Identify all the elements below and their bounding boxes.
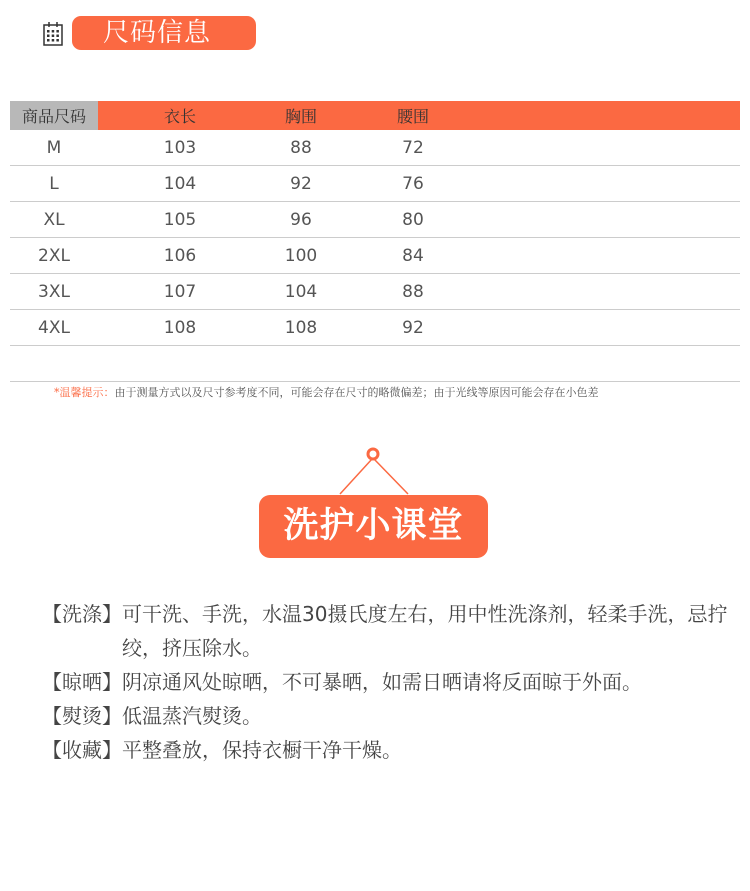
care-tag: 【晾晒】 [42, 670, 122, 694]
care-text: 平整叠放，保持衣橱干净干燥。 [122, 738, 402, 762]
care-section-title: 洗护小课堂 [259, 495, 488, 558]
care-instructions [42, 597, 742, 767]
table-cell: 72 [340, 130, 486, 166]
table-row [10, 166, 740, 202]
table-cell: L [10, 166, 98, 202]
care-text: 阴凉通风处晾晒，不可暴晒，如需日晒请将反面晾于外面。 [122, 670, 642, 694]
table-cell: 76 [340, 166, 486, 202]
table-cell: XL [10, 202, 98, 238]
care-text: 低温蒸汽熨烫。 [122, 704, 262, 728]
table-cell: 106 [98, 238, 262, 274]
care-item-storage [42, 733, 742, 767]
calendar-icon [43, 22, 63, 46]
size-tip [54, 384, 599, 400]
table-cell: 88 [262, 130, 340, 166]
divider [10, 381, 740, 382]
tip-text: 由于测量方式以及尺寸参考度不同，可能会存在尺寸的略微偏差；由于光线等原因可能会存在小色差 [114, 386, 599, 399]
table-cell: 103 [98, 130, 262, 166]
table-cell: 104 [262, 274, 340, 310]
hanger-icon [330, 446, 420, 498]
table-row [10, 238, 740, 274]
table-row [10, 274, 740, 310]
table-cell-filler [486, 310, 740, 346]
table-row [10, 202, 740, 238]
care-item-ironing [42, 699, 742, 733]
size-table-header-row [10, 101, 740, 130]
table-cell: 2XL [10, 238, 98, 274]
table-row [10, 130, 740, 166]
table-cell-filler [486, 166, 740, 202]
table-cell: 88 [340, 274, 486, 310]
care-tag: 【洗涤】 [42, 602, 122, 626]
size-info-title: 尺码信息 [72, 16, 256, 50]
table-cell: M [10, 130, 98, 166]
table-cell: 84 [340, 238, 486, 274]
column-header-chest: 胸围 [262, 101, 340, 130]
table-cell-filler [486, 202, 740, 238]
table-cell: 92 [340, 310, 486, 346]
table-cell-filler [486, 238, 740, 274]
table-cell-filler [486, 274, 740, 310]
care-text: 可干洗、手洗，水温30摄氏度左右，用中性洗涤剂，轻柔手洗，忌拧绞，挤压除水。 [122, 602, 728, 660]
care-tag: 【收藏】 [42, 738, 122, 762]
table-cell-filler [486, 130, 740, 166]
table-cell: 105 [98, 202, 262, 238]
table-cell: 108 [98, 310, 262, 346]
table-cell: 96 [262, 202, 340, 238]
care-item-washing [42, 597, 742, 665]
care-item-drying [42, 665, 742, 699]
table-row [10, 310, 740, 346]
table-cell: 92 [262, 166, 340, 202]
table-cell: 104 [98, 166, 262, 202]
table-cell: 3XL [10, 274, 98, 310]
table-cell: 80 [340, 202, 486, 238]
table-cell: 4XL [10, 310, 98, 346]
column-header-size: 商品尺码 [10, 101, 98, 130]
column-header-waist: 腰围 [340, 101, 486, 130]
size-table [10, 101, 740, 346]
table-cell: 108 [262, 310, 340, 346]
column-header-filler [486, 101, 740, 130]
tip-label: *温馨提示： [54, 386, 115, 399]
table-cell: 100 [262, 238, 340, 274]
table-cell: 107 [98, 274, 262, 310]
care-tag: 【熨烫】 [42, 704, 122, 728]
column-header-length: 衣长 [98, 101, 262, 130]
